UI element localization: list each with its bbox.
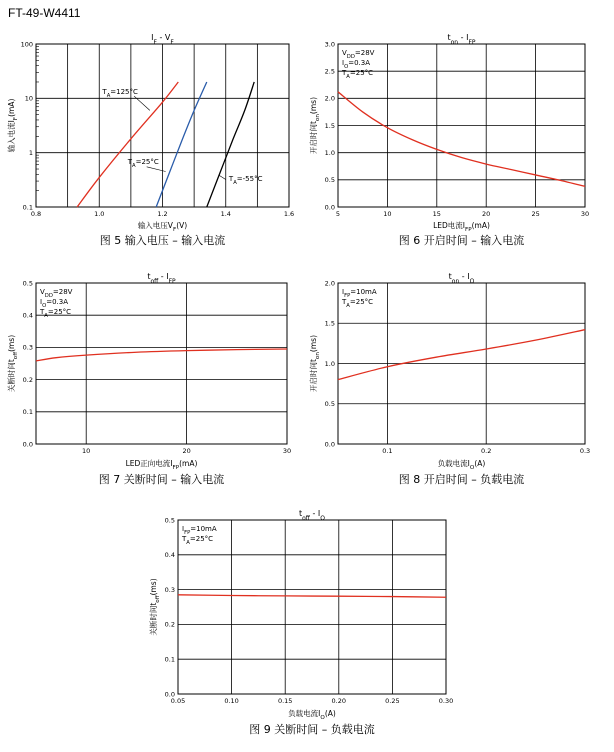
y-axis-label: 输入电流$I_F(mA)$ bbox=[7, 98, 19, 153]
y-tick-label: 0.1 bbox=[164, 655, 175, 664]
x-tick-label: 1.2 bbox=[157, 210, 168, 218]
x-tick-label: 0.05 bbox=[170, 697, 186, 705]
x-tick-label: 0.25 bbox=[385, 697, 400, 705]
x-tick-label: 0.20 bbox=[331, 697, 347, 705]
x-tick-label: 0.8 bbox=[30, 210, 42, 218]
x-tick-label: 0.2 bbox=[481, 447, 492, 455]
y-tick-label: 0.3 bbox=[22, 343, 33, 352]
series-annotation: $T_A=125^\circ C$ bbox=[102, 88, 138, 100]
y-tick-label: 0.5 bbox=[22, 279, 33, 288]
y-tick-label: 0.5 bbox=[324, 176, 335, 185]
condition-label: $I_O=0.3A$ bbox=[40, 298, 69, 309]
x-tick-label: 10 bbox=[82, 447, 91, 455]
condition-label: $V_{DD}=28V$ bbox=[40, 288, 73, 299]
y-axis-label: 开启时间$t_{on}(ms)$ bbox=[309, 96, 321, 155]
chart-title: $t_{off} - I_O$ bbox=[298, 509, 326, 522]
chart-title: $I_F - V_F$ bbox=[151, 33, 174, 46]
y-tick-label: 2.0 bbox=[324, 94, 335, 103]
x-axis-label: 输入电压$V_F(V)$ bbox=[137, 221, 188, 233]
series-annotation: $T_A=25^\circ C$ bbox=[127, 157, 159, 169]
y-tick-label: 0.0 bbox=[324, 203, 335, 212]
condition-label: $T_A=25^\circ C$ bbox=[182, 535, 214, 546]
fig9-chart bbox=[148, 509, 453, 736]
x-axis-label: LED正向电流$I_{FP}(mA)$ bbox=[125, 459, 198, 471]
x-tick-label: 30 bbox=[282, 447, 292, 455]
y-tick-label: 3.0 bbox=[324, 40, 335, 49]
figure-caption: 图 6 开启时间 – 输入电流 bbox=[398, 234, 525, 247]
x-tick-label: 0.1 bbox=[382, 447, 393, 455]
condition-label: $V_{DD}=28V$ bbox=[342, 49, 375, 60]
y-tick-label: 0.4 bbox=[164, 551, 175, 560]
x-tick-label: 20 bbox=[482, 210, 491, 218]
fig8-chart bbox=[308, 272, 590, 486]
y-tick-label: 1.0 bbox=[324, 148, 335, 157]
condition-label: $T_A=25^\circ C$ bbox=[342, 298, 374, 309]
x-tick-label: 0.30 bbox=[438, 697, 454, 705]
y-tick-label: 0.0 bbox=[22, 440, 33, 449]
y-tick-label: 0.3 bbox=[164, 585, 175, 594]
y-tick-label: 0.0 bbox=[324, 440, 335, 449]
chart-title: $t_{on} - I_{FP}$ bbox=[447, 33, 476, 46]
x-tick-label: 0.10 bbox=[224, 697, 239, 705]
y-tick-label: 0.5 bbox=[324, 400, 335, 409]
y-tick-label: 1.5 bbox=[324, 121, 335, 130]
condition-label: $I_{FP}=10mA$ bbox=[342, 288, 377, 299]
x-tick-label: 1.0 bbox=[94, 210, 105, 218]
y-tick-label: 1.0 bbox=[324, 359, 335, 368]
x-tick-label: 30 bbox=[580, 210, 590, 218]
chart-title: $t_{on} - I_O$ bbox=[448, 272, 475, 285]
x-tick-label: 15 bbox=[432, 210, 441, 218]
fig6-chart bbox=[308, 33, 589, 247]
y-tick-label: 10 bbox=[24, 94, 33, 103]
y-tick-label: 1.5 bbox=[324, 319, 335, 328]
series-annotation: $T_A=-55^\circ C$ bbox=[228, 175, 263, 187]
y-tick-label: 0.1 bbox=[22, 408, 33, 417]
x-tick-label: 25 bbox=[531, 210, 540, 218]
condition-label: $I_O=0.3A$ bbox=[342, 59, 371, 70]
y-tick-label: 0.0 bbox=[164, 690, 175, 699]
x-tick-label: 0.15 bbox=[277, 697, 293, 705]
y-tick-label: 2.5 bbox=[324, 67, 335, 76]
y-tick-label: 100 bbox=[20, 40, 33, 49]
y-tick-label: 0.4 bbox=[22, 311, 33, 320]
plot-frame bbox=[36, 283, 287, 444]
fig5-chart bbox=[6, 33, 294, 247]
x-tick-label: 1.6 bbox=[283, 210, 295, 218]
x-axis-label: 负载电流$I_O(A)$ bbox=[437, 459, 486, 471]
x-tick-label: 1.4 bbox=[220, 210, 231, 218]
figure-caption: 图 7 关断时间 – 输入电流 bbox=[98, 473, 225, 486]
y-tick-label: 0.2 bbox=[164, 620, 175, 629]
x-axis-label: LED电流$I_{FP}(mA)$ bbox=[433, 221, 490, 233]
fig7-chart bbox=[6, 272, 291, 486]
y-tick-label: 0.1 bbox=[22, 203, 33, 212]
y-axis-label: 关断时间$t_{off}(ms)$ bbox=[149, 578, 161, 636]
y-tick-label: 0.5 bbox=[164, 516, 175, 525]
plot-frame bbox=[178, 520, 446, 694]
condition-label: $I_{FP}=10mA$ bbox=[182, 525, 217, 536]
y-tick-label: 1 bbox=[28, 148, 33, 157]
figure-caption: 图 5 输入电压 – 输入电流 bbox=[99, 234, 226, 247]
y-axis-label: 关断时间$t_{off}(ms)$ bbox=[7, 334, 19, 393]
x-tick-label: 10 bbox=[383, 210, 392, 218]
y-tick-label: 0.2 bbox=[22, 375, 33, 384]
x-tick-label: 0.3 bbox=[579, 447, 591, 455]
chart-title: $t_{off} - I_{FP}$ bbox=[147, 272, 176, 285]
condition-label: $T_A=25^\circ C$ bbox=[40, 308, 72, 319]
condition-label: $T_A=25^\circ C$ bbox=[342, 69, 374, 80]
document-title: FT-49-W4411 bbox=[8, 6, 81, 20]
x-axis-label: 负载电流$I_O(A)$ bbox=[288, 709, 336, 721]
figure-caption: 图 9 关断时间 – 负载电流 bbox=[249, 723, 375, 736]
y-axis-label: 开启时间$t_{on}(ms)$ bbox=[309, 334, 321, 393]
y-tick-label: 2.0 bbox=[324, 279, 335, 288]
x-tick-label: 20 bbox=[182, 447, 191, 455]
x-tick-label: 5 bbox=[335, 210, 341, 218]
figure-caption: 图 8 开启时间 – 负载电流 bbox=[398, 473, 525, 486]
